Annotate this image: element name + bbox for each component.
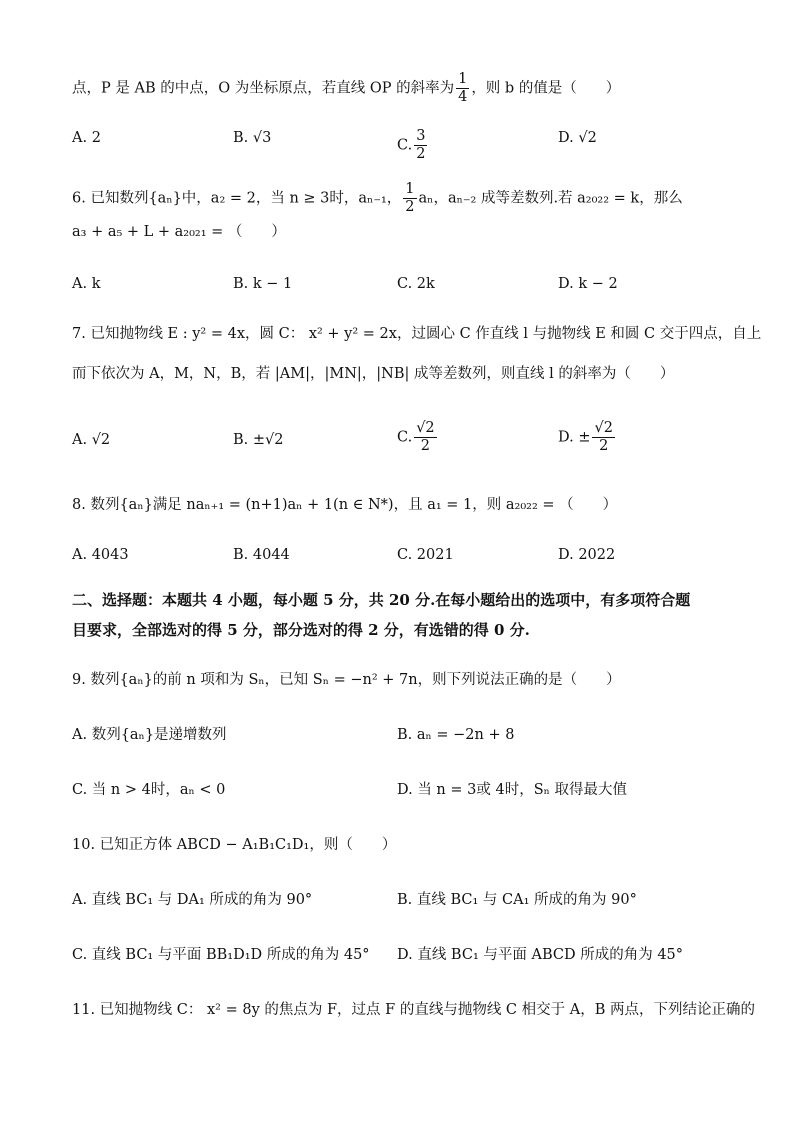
q6-options: [0, 266, 794, 306]
q10-option-c: C. 直线 BC₁ 与平面 BB₁D₁D 所成的角为 45°: [72, 947, 370, 963]
q7-stem-line1: 7. 已知抛物线 E : y² = 4x，圆 C： x² + y² = 2x，过圆心 C 作直线 l 与抛物线 E 和圆 C 交于四点，自上: [72, 326, 762, 342]
q6-option-a: A. k: [72, 276, 101, 292]
q5-option-b: B. √3: [233, 130, 272, 146]
q8-stem: 8. 数列{aₙ}满足 naₙ₊₁ = (n+1)aₙ + 1(n ∈ N*)，且 a₁ = 1，则 a₂₀₂₂ = （ ）: [72, 497, 618, 513]
q8-option-c: C. 2021: [397, 547, 454, 563]
q5-options: [0, 120, 794, 160]
q7-stem-line2: 而下依次为 A，M，N，B，若 |AM|，|MN|，|NB| 成等差数列，则直线 l 的斜率为（ ）: [72, 366, 675, 382]
q10-option-b: B. 直线 BC₁ 与 CA₁ 所成的角为 90°: [397, 892, 637, 908]
q6-stem-line2: a₃ + a₅ + L + a₂₀₂₁ = （ ）: [72, 224, 286, 240]
q8-option-b: B. 4044: [233, 547, 290, 563]
q5-slope-fraction: [456, 71, 469, 106]
q7-options: [0, 420, 794, 460]
q6-stem-text-a: 6. 已知数列{aₙ}中，a₂ = 2，当 n ≥ 3时，aₙ₋₁，: [72, 190, 402, 207]
section2-heading-line2: 目要求，全部选对的得 5 分，部分选对的得 2 分，有选错的得 0 分.: [72, 621, 530, 639]
q5-option-a: A. 2: [72, 130, 101, 146]
q5-stem-text-b: ，则 b 的值是（ ）: [471, 80, 621, 97]
q6-stem-text-b: aₙ，aₙ₋₂ 成等差数列.若 a₂₀₂₂ = k，那么: [418, 190, 683, 207]
q9-option-c: C. 当 n > 4时，aₙ < 0: [72, 782, 226, 798]
q9-option-a: A. 数列{aₙ}是递增数列: [72, 727, 227, 743]
q7-option-b: B. ±√2: [233, 432, 284, 448]
q5-option-c: C. $\frac{3}{2}$: [397, 128, 426, 162]
q6-option-b: B. k − 1: [233, 276, 293, 292]
q9-option-d: D. 当 n = 3或 4时，Sₙ 取得最大值: [397, 782, 628, 798]
q9-stem: 9. 数列{aₙ}的前 n 项和为 Sₙ，已知 Sₙ = −n² + 7n，则下列说法正确的是（ ）: [72, 672, 621, 688]
q5-stem-text-a: 点，P 是 AB 的中点，O 为坐标原点，若直线 OP 的斜率为: [72, 80, 455, 97]
q7-option-d: D. ± $\frac{√2}{2}$: [558, 420, 613, 454]
q6-option-c: C. 2k: [397, 276, 435, 292]
q6-half-fraction: $\frac{1}{2}$: [405, 181, 415, 215]
section2-heading-line1: 二、选择题：本题共 4 小题，每小题 5 分，共 20 分.在每小题给出的选项中，有多项符合题: [72, 591, 691, 609]
q5-option-d: D. √2: [558, 130, 597, 146]
q11-stem: 11. 已知抛物线 C： x² = 8y 的焦点为 F，过点 F 的直线与抛物线 C 相交于 A，B 两点，下列结论正确的: [72, 1002, 755, 1018]
q8-option-a: A. 4043: [72, 547, 129, 563]
fraction-numerator: 1: [458, 71, 468, 87]
q7-option-c: C. $\frac{√2}{2}$: [397, 420, 435, 454]
q5-option-c-fraction: $\frac{3}{2}$: [416, 128, 426, 162]
fraction-denominator: 4: [458, 89, 468, 105]
q7-option-a: A. √2: [72, 432, 111, 448]
q10-option-a: A. 直线 BC₁ 与 DA₁ 所成的角为 90°: [72, 892, 313, 908]
q10-stem: 10. 已知正方体 ABCD − A₁B₁C₁D₁，则（ ）: [72, 837, 397, 853]
q9-option-b: B. aₙ = −2n + 8: [397, 727, 515, 743]
q7-option-d-fraction: $\frac{√2}{2}$: [594, 420, 613, 454]
q7-option-c-fraction: $\frac{√2}{2}$: [416, 420, 435, 454]
q6-stem-line1: [72, 181, 724, 216]
q8-option-d: D. 2022: [558, 547, 616, 563]
q6-option-d: D. k − 2: [558, 276, 618, 292]
q5-stem: [72, 71, 724, 106]
q8-options: [0, 537, 794, 577]
q10-option-d: D. 直线 BC₁ 与平面 ABCD 所成的角为 45°: [397, 947, 684, 963]
